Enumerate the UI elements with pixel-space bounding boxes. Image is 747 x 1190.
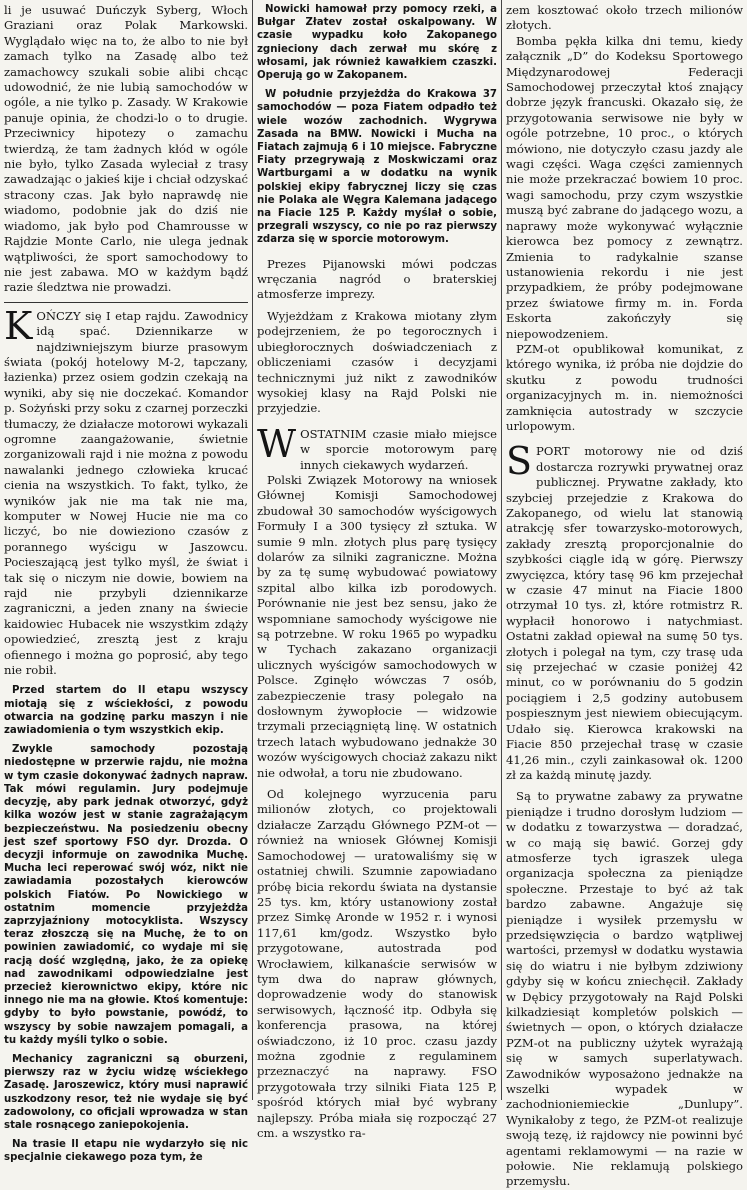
article-paragraph: Polski Związek Motorowy na wniosek Głównej Komisji Samochodowej zbudował 30 samochodów wyścigowych Formuły I a 300 tysięcy zł sztuka. W sumie 9 mln. złotych plus parę tysięcy dolarów za silniki zagraniczne. Można by za tę sumę wybudować powiatowy szpital albo kilka izb porodowych. Porównanie nie jest bez sensu, jako że wspomniane samochody wyścigowe nie są potrzebne. W roku 1965 po wypadku w Tychach zakazano organizacji ulicznych wyścigów samochodowych w Polsce. Zginęło wówczas 7 osób, zabezpieczenie trasy polegało na dosłownym żywopłocie — widzowie trzymali przeciągniętą linę. W ostatnich trzech latach wybudowano jednakże 30 wozów wyścigowych chociaż zakazu nikt nie odwołał, a toru nie zbudowano.	[257, 472, 497, 780]
article-paragraph: Nowicki hamował przy pomocy rzeki, a Bułgar Złatev został oskalpowany. W czasie wypadku koło Zakopanego zgnieciony dach zerwał mu skórę z włosami, jak również kawałkiem czaszki. Operują go w Zakopanem.	[257, 4, 497, 82]
section-divider	[4, 302, 248, 303]
section-konczy-text: OŃCZY się I etap rajdu. Zawodnicy idą spać. Dziennikarze w najdziwniejszym biurze prasowym świata (pokój hotelowy M-2, tapczany, łazienka) przez osiem godzin czekają na wyniki, aby się nie doczekać. Komandor p. Sożyński przy soku z czarnej porzeczki tłumaczy, że działacze motorowi wykazali ogromne zaangażowanie, świetnie zorganizowali rajd i nie można z powodu nawalanki jednego człowieka krucać cienia na wszystkich. To fakt, tylko, że wyników jak nie ma tak nie ma, komputer w Nowej Hucie nie ma co liczyć, bo nie dowieziono czasów z porannego wyścigu w Jaszowcu. Pocieszającą jest tylko myśl, że świat i tak się o niczym nie dowie, bowiem na rajd nie przybyli dziennikarze zagraniczni, a jeden znany na świecie kaidowiec Hubacek nie wszystkim zdąży opowiedzieć, zresztą jest z kraju ofiennego i można go poprosić, aby tego nie robił.	[4, 308, 248, 678]
section-konczy	[4, 303, 248, 679]
drop-cap: W	[257, 421, 297, 466]
drop-cap: S	[506, 439, 533, 484]
article-paragraph: Przed startem do II etapu wszyscy miotają się z wściekłości, z powodu otwarcia na godzinę parku maszyn i nie zawiadomienia o tym wszystkich ekip.	[4, 685, 248, 737]
section-w-ostatnim	[257, 421, 497, 473]
section-sport	[506, 439, 743, 783]
article-paragraph: Prezes Pijanowski mówi podczas wręczania nagród o braterskiej atmosferze imprezy.	[257, 256, 497, 302]
drop-cap: K	[4, 303, 33, 348]
article-paragraph: Bomba pękła kilka dni temu, kiedy załącznik „D” do Kodeksu Sportowego Międzynarodowej Federacji Samochodowej przeczytał ktoś znający dobrze język francuski. Okazało się, że przygotowania serwisowe nie były w ogóle potrzebne, 10 proc., o których mówiono, nie dotyczyło czasu jazdy ale wagi części. Waga części zamiennych nie może przekraczać bowiem 10 proc. wagi samochodu, przy czym wszystkie muszą być zabrane do jadącego wozu, a naprawy może wykonywać wyłącznie kierowca bez pomocy z zewnątrz. Zmienia to radykalnie szanse ustanowienia rekordu i nie jest przypadkiem, że próby podejmowane przez światowe firmy m. in. Forda Eskorta zakończyły się niepowodzeniem.	[506, 33, 743, 341]
article-paragraph: Od kolejnego wyrzucenia paru milionów złotych, co projektowali działacze Zarządu Głównego PZM-ot — również na wniosek Głównej Komisji Samochodowej — uratowaliśmy się w ostatniej chwili. Szumnie zapowiadano próbę bicia rekordu świata na dystansie 25 tys. km, który ustanowiony został przez Simkę Aronde w 1952 r. i wynosi 117,61 km/godz. Wszystko było przygotowane, autostrada pod Wrocławiem, kilkanaście serwisów w tym dwa do napraw głównych, doprowadzenie wody do stanowisk serwisowych, łączność itp. Odbyła się konferencja prasowa, na której oświadczono, iż 10 proc. czasu jazdy można zgodnie z regulaminem przeznaczyć na naprawy. FSO przygotowała trzy silniki Fiata 125 P, spośród których miał być wybrany najlepszy. Próba miała się rozpocząć 27 cm. a wszystko ra-	[257, 787, 497, 1140]
article-paragraph: Wyjeżdżam z Krakowa miotany złym podejrzeniem, że po tegorocznych i ubiegłorocznych doświadczeniach z obliczeniami czasów i decyzjami technicznymi już nikt z zawodników wysokiej klasy na Rajd Polski nie przyjedzie.	[257, 308, 497, 416]
article-paragraph: W południe przyjeżdża do Krakowa 37 samochodów — poza Fiatem odpadło też wiele wozów zachodnich. Wygrywa Zasada na BMW. Nowicki i Mucha na Fiatach zajmują 6 i 10 miejsce. Fabryczne Fiaty przegrywają z Moskwiczami oraz Wartburgami a w dodatku na wynik polskiej ekipy fabrycznej liczy się czas nie Polaka ale Węgra Kalemana jadącego na Fiacie 125 P. Każdy myślał o sobie, przegrali wszyscy, co nie po raz pierwszy zdarza się w sporcie motorowym.	[257, 89, 497, 246]
article-paragraph: li je usuwać Duńczyk Syberg, Włoch Graziani oraz Polak Markowski. Wyglądało więc na to, że albo to nie był zamach tylko na Zasadę albo też zamachowcy szukali sobie alibi chcąc udowodnić, że nie lubią samochodów w ogóle, a nie tylko p. Zasady. W Krakowie panuje opinia, że chodzi-lo o to drugie. Przeciwnicy hipotezy o zamachu twierdzą, że tam żadnych kłód w ogóle nie było, tylko Zasada wyleciał z trasy zawadzając o jakieś kije i chciał odzyskać stracony czas. Jak było naprawdę nie wiadomo, podobnie jak do dziś nie wiadomo, jak było pod Chamrousse w Rajdzie Monte Carlo, nie ulega jednak wątpliwości, że sport samochodowy to nie jest zabawa. MO w każdym bądź razie śledztwa nie prowadzi.	[4, 3, 248, 295]
column-right	[502, 0, 747, 1189]
article-paragraph: Zwykle samochody pozostają niedostępne w przerwie rajdu, nie można w tym czasie dokonywać żadnych napraw. Tak mówi regulamin. Jury podejmuje decyzję, aby park jednak otworzyć, gdyż kilka wozów jest w stanie zagrażającym bezpieczeństwu. Na posiedzeniu obecny jest szef sportowy FSO dyr. Drozda. O decyzji informuje on zawodnika Muchę. Mucha leci reperować swój wóz, nikt nie zawiadamia pozostałych kierowców polskich Fiatów. Po Nowickiego w ostatnim momencie przyjeżdża zaprzyjaźniony motocyklista. Wszyscy teraz złoszczą się na Muchę, że to on powinien zawiadomić, co wydaje mi się racją dość względną, jako, że za opiekę nad zawodnikami odpowiedzialne jest przecież kierownictwo ekipy, które nic innego nie ma na głowie. Ktoś komentuje: gdyby to było powstanie, powódź, to wszyscy by sobie nawzajem pomagali, a tu każdy myśli tylko o sobie.	[4, 744, 248, 1046]
article-paragraph: Na trasie II etapu nie wydarzyło się nic specjalnie ciekawego poza tym, że	[4, 1139, 248, 1164]
column-left	[0, 0, 252, 1164]
article-paragraph: Są to prywatne zabawy za prywatne pieniądze i trudno dorosłym ludziom — w dodatku z towarzystwa — doradzać, w co mają się bawić. Gorzej gdy atmosferze tych igraszek ulega organizacja społeczna za pieniądze społeczne. Przestaje to być aż tak bardzo zabawne. Angażuje się pieniądze i wysiłek przemysłu w przedsięwzięcia o bardzo wątpliwej wartości, przemysł w dodatku wystawia się do wiatru i nie byłbym zdziwiony gdyby się w końcu zniechęcił. Zakłady w Dębicy przygotowały na Rajd Polski kilkadziesiąt kompletów polskich — świetnych — opon, o których działacze PZM-ot na publiczny użytek wyrażają się w samych superlatywach. Zawodników wyposażono jednakże na wszelki wypadek w zachodnioniemieckie „Dunlupy”. Wynikałoby z tego, że PZM-ot realizuje swoją tezę, iż rajdowcy nie powinni być agentami reklamowymi — na razie w połowie. Nie reklamują polskiego przemysłu.	[506, 789, 743, 1189]
section-w-ostatnim-text: OSTATNIM czasie miało miejsce w sporcie motorowym parę innych ciekawych wydarzeń.	[300, 426, 497, 472]
section-sport-text: PORT motorowy nie od dziś dostarcza rozrywki prywatnej oraz publicznej. Prywatne zakłady, kto szybciej przejedzie z Krakowa do Zakopanego, od wielu lat stanowią atrakcję sfer towarzysko-motorowych, zakłady zresztą proporcjonalnie do szybkości ciągle idą w górę. Pierwszy zwycięzca, który tasę 96 km przejechał w czasie 47 minut na Fiacie 1800 otrzymał 10 tys. zł, które rotmistrz R. wypłacił honorowo i natychmiast. Ostatni zakład opiewał na sumę 50 tys. złotych i polegał na tym, czy trasę uda się przejechać w czasie poniżej 42 minut, co w porównaniu do 5 godzin pociągiem i 2,5 godziny autobusem pospiesznym jest niewiem obiecującym. Udało się. Kierowca krakowski na Fiacie 850 przejechał trasę w czasie 41,26 min., czyli zainkasował ok. 1200 zł za każdą minutę jazdy.	[506, 444, 743, 782]
article-paragraph: zem kosztować około trzech milionów złotych.	[506, 3, 743, 33]
article-paragraph: Mechanicy zagraniczni są oburzeni, pierwszy raz w życiu widzę wściekłego Zasadę. Jaroszewicz, który musi naprawić uszkodzony resor, też nie wydaje się być zadowolony, co oficjali wprowadza w stan stale rosnącego zaniepokojenia.	[4, 1053, 248, 1131]
column-middle	[252, 0, 502, 1140]
article-paragraph: PZM-ot opublikował komunikat, z którego wynika, iż próba nie dojdzie do skutku z powodu trudności organizacyjnych m. in. niemożności zamknięcia autostrady w szczycie urlopowym.	[506, 341, 743, 433]
